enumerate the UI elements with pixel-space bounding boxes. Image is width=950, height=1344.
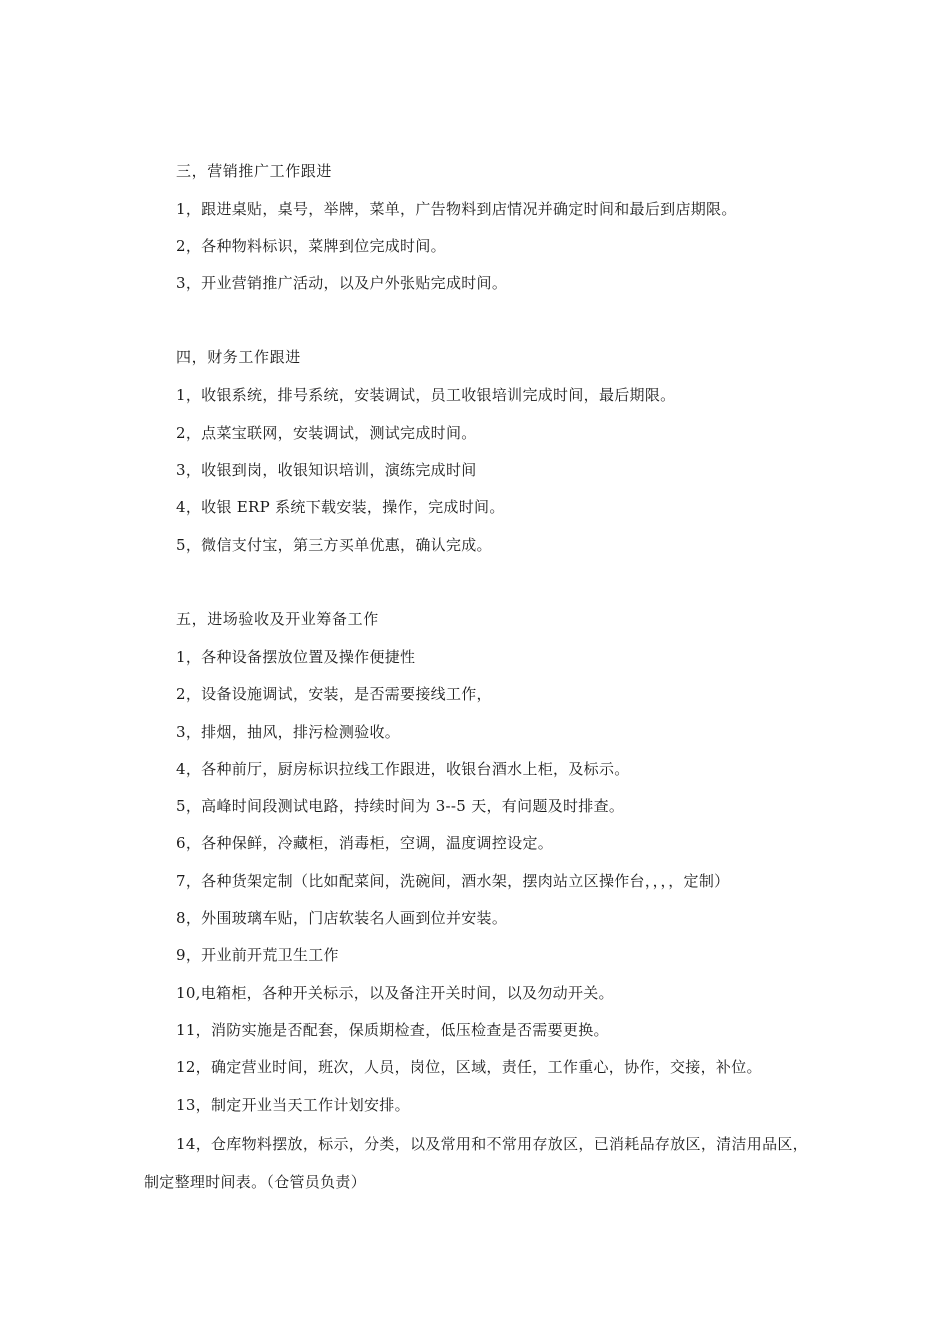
section-heading-opening-prep: 五，进场验收及开业筹备工作: [176, 610, 379, 628]
list-item: 10,电箱柜，各种开关标示，以及备注开关时间，以及勿动开关。: [176, 984, 614, 1002]
list-item: 3，收银到岗，收银知识培训，演练完成时间: [176, 461, 477, 479]
list-item: 3，开业营销推广活动，以及户外张贴完成时间。: [176, 274, 508, 292]
list-item: 2，设备设施调试，安装，是否需要接线工作，: [176, 685, 492, 703]
list-item: 4，各种前厅，厨房标识拉线工作跟进，收银台酒水上柜，及标示。: [176, 760, 630, 778]
list-item: 12，确定营业时间，班次，人员，岗位，区域，责任，工作重心，协作，交接，补位。: [176, 1058, 762, 1076]
list-item: 3，排烟，抽风，排污检测验收。: [176, 723, 401, 741]
list-item: 4，收银 ERP 系统下载安装，操作，完成时间。: [176, 498, 505, 516]
list-item: 5，高峰时间段测试电路，持续时间为 3--5 天，有问题及时排查。: [176, 797, 625, 815]
list-item: 1，收银系统，排号系统，安装调试，员工收银培训完成时间，最后期限。: [176, 386, 676, 404]
list-item: 5，微信支付宝，第三方买单优惠，确认完成。: [176, 536, 492, 554]
list-item: 8，外围玻璃车贴，门店软装名人画到位并安装。: [176, 909, 508, 927]
list-item: 6，各种保鲜，冷藏柜，消毒柜，空调，温度调控设定。: [176, 834, 554, 852]
list-item: 13，制定开业当天工作计划安排。: [176, 1096, 410, 1114]
list-item: 2，点菜宝联网，安装调试，测试完成时间。: [176, 424, 477, 442]
section-heading-marketing: 三，营销推广工作跟进: [176, 162, 333, 180]
list-item: 1，跟进桌贴，桌号，举牌，菜单，广告物料到店情况并确定时间和最后到店期限。: [176, 200, 737, 218]
list-item: 7，各种货架定制（比如配菜间，洗碗间，酒水架，摆肉站立区操作台，，，，定制）: [176, 872, 730, 890]
list-item: 1，各种设备摆放位置及操作便捷性: [176, 648, 416, 666]
list-item: 9，开业前开荒卫生工作: [176, 946, 339, 964]
section-heading-finance: 四，财务工作跟进: [176, 348, 301, 366]
list-item: 11，消防实施是否配套，保质期检查，低压检查是否需要更换。: [176, 1021, 609, 1039]
list-item: 2，各种物料标识，菜牌到位完成时间。: [176, 237, 446, 255]
list-item-wrapped: 14，仓库物料摆放，标示，分类，以及常用和不常用存放区，已消耗品存放区，清洁用品区，制定整理时间表。（仓管员负责）: [144, 1135, 808, 1191]
